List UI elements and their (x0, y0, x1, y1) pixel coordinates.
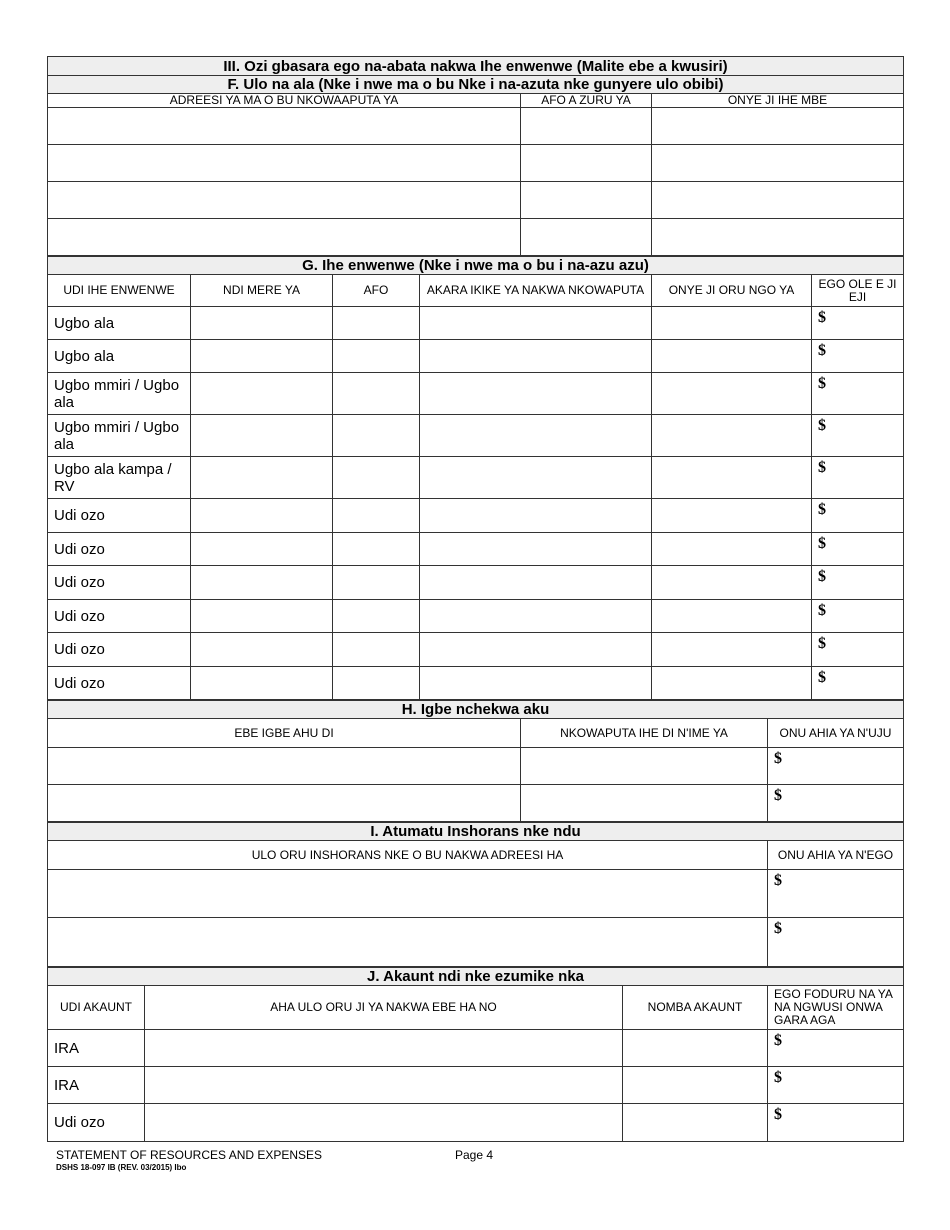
lienholder-field[interactable] (652, 145, 904, 182)
table-row (48, 219, 904, 256)
owner-field[interactable] (652, 340, 812, 373)
section-f-table (47, 56, 904, 256)
owner-field[interactable] (652, 499, 812, 533)
col-account-type: UDI AKAUNT (48, 986, 145, 1030)
section-i-title: I. Atumatu Inshorans nke ndu (48, 823, 904, 841)
table-row (48, 566, 904, 600)
year-field[interactable] (333, 566, 420, 600)
section-g-table (47, 256, 904, 700)
col-institution: AHA ULO ORU JI YA NAKWA EBE HA NO (145, 986, 623, 1030)
contents-field[interactable] (521, 748, 768, 785)
license-field[interactable] (420, 499, 652, 533)
table-row (48, 870, 904, 918)
owner-field[interactable] (652, 457, 812, 499)
col-lienholder: ONYE JI IHE MBE (652, 94, 904, 108)
year-field[interactable] (333, 307, 420, 340)
balance-field[interactable]: $ (768, 1067, 904, 1104)
table-row (48, 1030, 904, 1067)
year-field[interactable] (333, 667, 420, 700)
amount-owed-field[interactable]: $ (812, 533, 904, 566)
section-i-table (47, 822, 904, 967)
section-j-title: J. Akaunt ndi nke ezumike nka (48, 968, 904, 986)
year-field[interactable] (333, 633, 420, 667)
institution-field[interactable] (145, 1030, 623, 1067)
col-total-value: ONU AHIA YA N'UJU (768, 719, 904, 748)
year-field[interactable] (333, 457, 420, 499)
make-field[interactable] (191, 566, 333, 600)
col-account-number: NOMBA AKAUNT (623, 986, 768, 1030)
amount-owed-field[interactable]: $ (812, 667, 904, 700)
license-field[interactable] (420, 566, 652, 600)
table-row (48, 108, 904, 145)
institution-field[interactable] (145, 1104, 623, 1142)
make-field[interactable] (191, 633, 333, 667)
institution-field[interactable] (145, 1067, 623, 1104)
cash-value-field[interactable]: $ (768, 870, 904, 918)
year-field[interactable] (521, 182, 652, 219)
address-field[interactable] (48, 108, 521, 145)
address-field[interactable] (48, 182, 521, 219)
license-field[interactable] (420, 633, 652, 667)
license-field[interactable] (420, 667, 652, 700)
owner-field[interactable] (652, 566, 812, 600)
make-field[interactable] (191, 600, 333, 633)
balance-field[interactable]: $ (768, 1030, 904, 1067)
make-field[interactable] (191, 533, 333, 566)
property-type-label: Udi ozo (48, 566, 191, 600)
col-year-bought: AFO A ZURU YA (521, 94, 652, 108)
total-value-field[interactable]: $ (768, 748, 904, 785)
col-make: NDI MERE YA (191, 275, 333, 307)
owner-field[interactable] (652, 373, 812, 415)
account-type-label: IRA (48, 1067, 145, 1104)
amount-owed-field[interactable]: $ (812, 340, 904, 373)
amount-owed-field[interactable]: $ (812, 457, 904, 499)
section-j-table (47, 967, 904, 1142)
insurance-company-field[interactable] (48, 918, 768, 967)
owner-field[interactable] (652, 307, 812, 340)
address-field[interactable] (48, 145, 521, 182)
col-contents: NKOWAPUTA IHE DI N'IME YA (521, 719, 768, 748)
amount-owed-field[interactable]: $ (812, 566, 904, 600)
property-type-label: Udi ozo (48, 533, 191, 566)
table-row (48, 182, 904, 219)
total-value-field[interactable]: $ (768, 785, 904, 822)
amount-owed-field[interactable]: $ (812, 600, 904, 633)
license-field[interactable] (420, 373, 652, 415)
make-field[interactable] (191, 340, 333, 373)
property-type-label: Udi ozo (48, 633, 191, 667)
make-field[interactable] (191, 415, 333, 457)
owner-field[interactable] (652, 633, 812, 667)
section-header: III. Ozi gbasara ego na-abata nakwa Ihe enwenwe (Malite ebe a kwusiri) (48, 57, 904, 76)
lienholder-field[interactable] (652, 108, 904, 145)
property-type-label: Udi ozo (48, 499, 191, 533)
col-address: ADREESI YA MA O BU NKOWAAPUTA YA (48, 94, 521, 108)
section-f-title: F. Ulo na ala (Nke i nwe ma o bu Nke i na-azuta nke gunyere ulo obibi) (48, 76, 904, 94)
col-property-type: UDI IHE ENWENWE (48, 275, 191, 307)
property-type-label: Ugbo ala kampa / RV (48, 457, 191, 499)
property-type-label: Ugbo mmiri / Ugbo ala (48, 373, 191, 415)
year-field[interactable] (333, 533, 420, 566)
address-field[interactable] (48, 219, 521, 256)
table-row (48, 633, 904, 667)
year-field[interactable] (333, 340, 420, 373)
table-row (48, 1067, 904, 1104)
make-field[interactable] (191, 499, 333, 533)
balance-field[interactable]: $ (768, 1104, 904, 1142)
col-balance: EGO FODURU NA YA NA NGWUSI ONWA GARA AGA (768, 986, 904, 1030)
table-row (48, 499, 904, 533)
table-row (48, 415, 904, 457)
license-field[interactable] (420, 307, 652, 340)
page-number: Page 4 (455, 1148, 494, 1162)
year-field[interactable] (333, 415, 420, 457)
property-type-label: Ugbo mmiri / Ugbo ala (48, 415, 191, 457)
year-field[interactable] (333, 499, 420, 533)
table-row (48, 667, 904, 700)
license-field[interactable] (420, 600, 652, 633)
table-row (48, 373, 904, 415)
table-row (48, 145, 904, 182)
col-license-description: AKARA IKIKE YA NAKWA NKOWAPUTA (420, 275, 652, 307)
col-insurance-company: ULO ORU INSHORANS NKE O BU NAKWA ADREESI HA (48, 841, 768, 870)
section-h-title: H. Igbe nchekwa aku (48, 701, 904, 719)
box-location-field[interactable] (48, 748, 521, 785)
section-g-title: G. Ihe enwenwe (Nke i nwe ma o bu i na-azu azu) (48, 257, 904, 275)
property-type-label: Udi ozo (48, 600, 191, 633)
owner-field[interactable] (652, 533, 812, 566)
table-row (48, 307, 904, 340)
make-field[interactable] (191, 307, 333, 340)
table-row (48, 600, 904, 633)
license-field[interactable] (420, 457, 652, 499)
year-field[interactable] (333, 600, 420, 633)
property-type-label: Ugbo ala (48, 307, 191, 340)
make-field[interactable] (191, 667, 333, 700)
col-amount-owed: EGO OLE E JI EJI (812, 275, 904, 307)
year-field[interactable] (521, 145, 652, 182)
table-row (48, 918, 904, 967)
col-year: AFO (333, 275, 420, 307)
table-row (48, 748, 904, 785)
lienholder-field[interactable] (652, 219, 904, 256)
license-field[interactable] (420, 340, 652, 373)
owner-field[interactable] (652, 600, 812, 633)
account-type-label: IRA (48, 1030, 145, 1067)
make-field[interactable] (191, 457, 333, 499)
cash-value-field[interactable]: $ (768, 918, 904, 967)
year-field[interactable] (333, 373, 420, 415)
table-row (48, 533, 904, 566)
amount-owed-field[interactable]: $ (812, 307, 904, 340)
form-title: STATEMENT OF RESOURCES AND EXPENSES (56, 1148, 323, 1162)
make-field[interactable] (191, 373, 333, 415)
account-number-field[interactable] (623, 1104, 768, 1142)
account-number-field[interactable] (623, 1067, 768, 1104)
lienholder-field[interactable] (652, 182, 904, 219)
owner-field[interactable] (652, 667, 812, 700)
col-owner: ONYE JI ORU NGO YA (652, 275, 812, 307)
amount-owed-field[interactable]: $ (812, 499, 904, 533)
insurance-company-field[interactable] (48, 870, 768, 918)
account-number-field[interactable] (623, 1030, 768, 1067)
amount-owed-field[interactable]: $ (812, 415, 904, 457)
table-row (48, 1104, 904, 1142)
year-field[interactable] (521, 108, 652, 145)
amount-owed-field[interactable]: $ (812, 373, 904, 415)
form-page (47, 56, 903, 1142)
license-field[interactable] (420, 415, 652, 457)
year-field[interactable] (521, 219, 652, 256)
table-row (48, 785, 904, 822)
property-type-label: Ugbo ala (48, 340, 191, 373)
col-cash-value: ONU AHIA YA N'EGO (768, 841, 904, 870)
section-h-table (47, 700, 904, 822)
col-box-location: EBE IGBE AHU DI (48, 719, 521, 748)
contents-field[interactable] (521, 785, 768, 822)
box-location-field[interactable] (48, 785, 521, 822)
owner-field[interactable] (652, 415, 812, 457)
account-type-label: Udi ozo (48, 1104, 145, 1142)
property-type-label: Udi ozo (48, 667, 191, 700)
table-row (48, 340, 904, 373)
license-field[interactable] (420, 533, 652, 566)
amount-owed-field[interactable]: $ (812, 633, 904, 667)
form-code: DSHS 18-097 IB (REV. 03/2015) Ibo (56, 1163, 187, 1172)
table-row (48, 457, 904, 499)
